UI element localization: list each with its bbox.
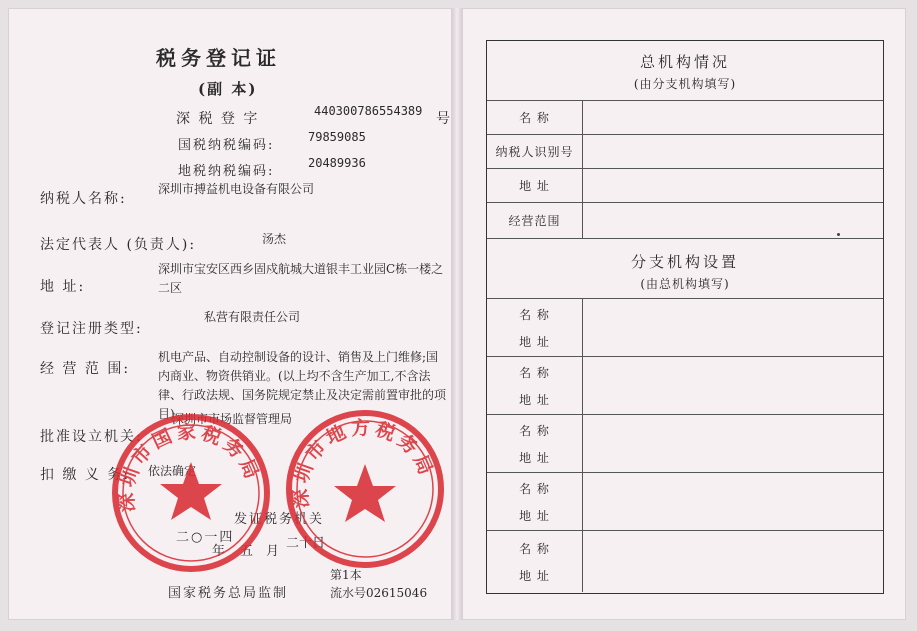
branch-name-label: 名 称 xyxy=(519,481,550,496)
left-page xyxy=(8,8,452,620)
local-tax-code-label: 地税纳税编码: xyxy=(178,164,275,179)
month-char: 月 xyxy=(266,544,280,559)
address: 深圳市宝安区西乡固戍航城大道银丰工业园C栋一楼之二区 xyxy=(158,262,444,295)
table-row xyxy=(487,101,883,135)
issuer: 发证税务机关 xyxy=(234,512,325,527)
svg-text:深圳市地方税务局: 深圳市地方税务局 xyxy=(289,417,439,509)
branch-label-cell xyxy=(487,531,583,592)
branch-address-label: 地 址 xyxy=(519,450,550,465)
national-tax-bureau-seal xyxy=(108,410,274,576)
national-tax-code-label: 国税纳税编码: xyxy=(178,138,275,153)
certificate-title: 税务登记证 xyxy=(156,46,281,70)
branch-address-label: 地 址 xyxy=(519,568,550,583)
taxpayer-name-label: 纳税人名称: xyxy=(40,191,127,207)
row-label-taxpayer-id: 纳税人识别号 xyxy=(487,135,583,168)
withholding-value: 依法确定 xyxy=(148,464,197,478)
issue-year: 二○一四 xyxy=(176,530,235,545)
head-office-subtitle: (由分支机构填写) xyxy=(633,77,737,91)
year-char: 年 xyxy=(212,544,226,559)
cert-number: 440300786554389 xyxy=(314,104,423,118)
head-office-header xyxy=(487,41,883,101)
head-office-title: 总机构情况 xyxy=(639,53,730,71)
local-tax-bureau-seal xyxy=(282,406,448,572)
row-label-address: 地 址 xyxy=(487,169,583,202)
table-row xyxy=(487,299,883,357)
table-row xyxy=(487,473,883,531)
serial-number: 流水号02615046 xyxy=(330,586,428,600)
cert-suffix: 号 xyxy=(436,111,452,127)
table-row xyxy=(487,203,883,239)
branch-label-cell xyxy=(487,357,583,414)
taxpayer-name: 深圳市搏益机电设备有限公司 xyxy=(158,182,315,196)
table-row xyxy=(487,135,883,169)
legal-rep-label: 法定代表人 (负责人): xyxy=(40,237,197,253)
branch-name-label: 名 称 xyxy=(519,365,550,380)
ink-dot xyxy=(837,233,840,236)
certificate-subtitle: (副 本) xyxy=(198,80,258,98)
cert-prefix: 深 税 登 字 xyxy=(176,111,260,127)
approval-label: 批准设立机关: xyxy=(40,429,143,445)
withholding-label: 扣 缴 义 务: xyxy=(40,467,131,483)
business-scope: 机电产品、自动控制设备的设计、销售及上门维修;国内商业、物资供销业。(以上均不含生产加工,不含法律、行政法规、国务院规定禁止及决定需前置审批的项目) xyxy=(158,350,447,421)
row-label-name: 名 称 xyxy=(487,101,583,134)
supervisor-mark: 国家税务总局监制 xyxy=(168,586,289,601)
branch-label-cell xyxy=(487,415,583,472)
issue-day: 二十日 xyxy=(286,536,326,551)
local-tax-code: 20489936 xyxy=(308,156,366,170)
organization-table xyxy=(486,40,884,594)
branch-name-label: 名 称 xyxy=(519,423,550,438)
legal-rep: 汤杰 xyxy=(262,232,287,246)
row-label-scope: 经营范围 xyxy=(487,203,583,238)
branch-title: 分支机构设置 xyxy=(630,253,739,271)
issue-month: 五 xyxy=(240,544,254,559)
table-row xyxy=(487,415,883,473)
branch-name-label: 名 称 xyxy=(519,307,550,322)
branch-label-cell xyxy=(487,473,583,530)
table-row xyxy=(487,357,883,415)
scope-label: 经 营 范 围: xyxy=(40,361,131,377)
branch-address-label: 地 址 xyxy=(519,334,550,349)
book-gutter xyxy=(452,8,462,620)
branch-address-label: 地 址 xyxy=(519,392,550,407)
branch-name-label: 名 称 xyxy=(519,541,550,556)
table-row xyxy=(487,169,883,203)
branch-subtitle: (由总机构填写) xyxy=(640,277,730,291)
branch-address-label: 地 址 xyxy=(519,508,550,523)
branch-header xyxy=(487,239,883,299)
reg-type-label: 登记注册类型: xyxy=(40,321,143,337)
reg-type: 私营有限责任公司 xyxy=(204,310,301,324)
svg-text:深圳市国家税务局: 深圳市国家税务局 xyxy=(115,421,265,513)
volume: 第1本 xyxy=(330,568,362,582)
address-label: 地 址: xyxy=(40,279,86,295)
branch-label-cell xyxy=(487,299,583,356)
approval-authority: 深圳市市场监督管理局 xyxy=(172,412,293,426)
national-tax-code: 79859085 xyxy=(308,130,366,144)
table-row xyxy=(487,531,883,592)
right-page xyxy=(462,8,906,620)
